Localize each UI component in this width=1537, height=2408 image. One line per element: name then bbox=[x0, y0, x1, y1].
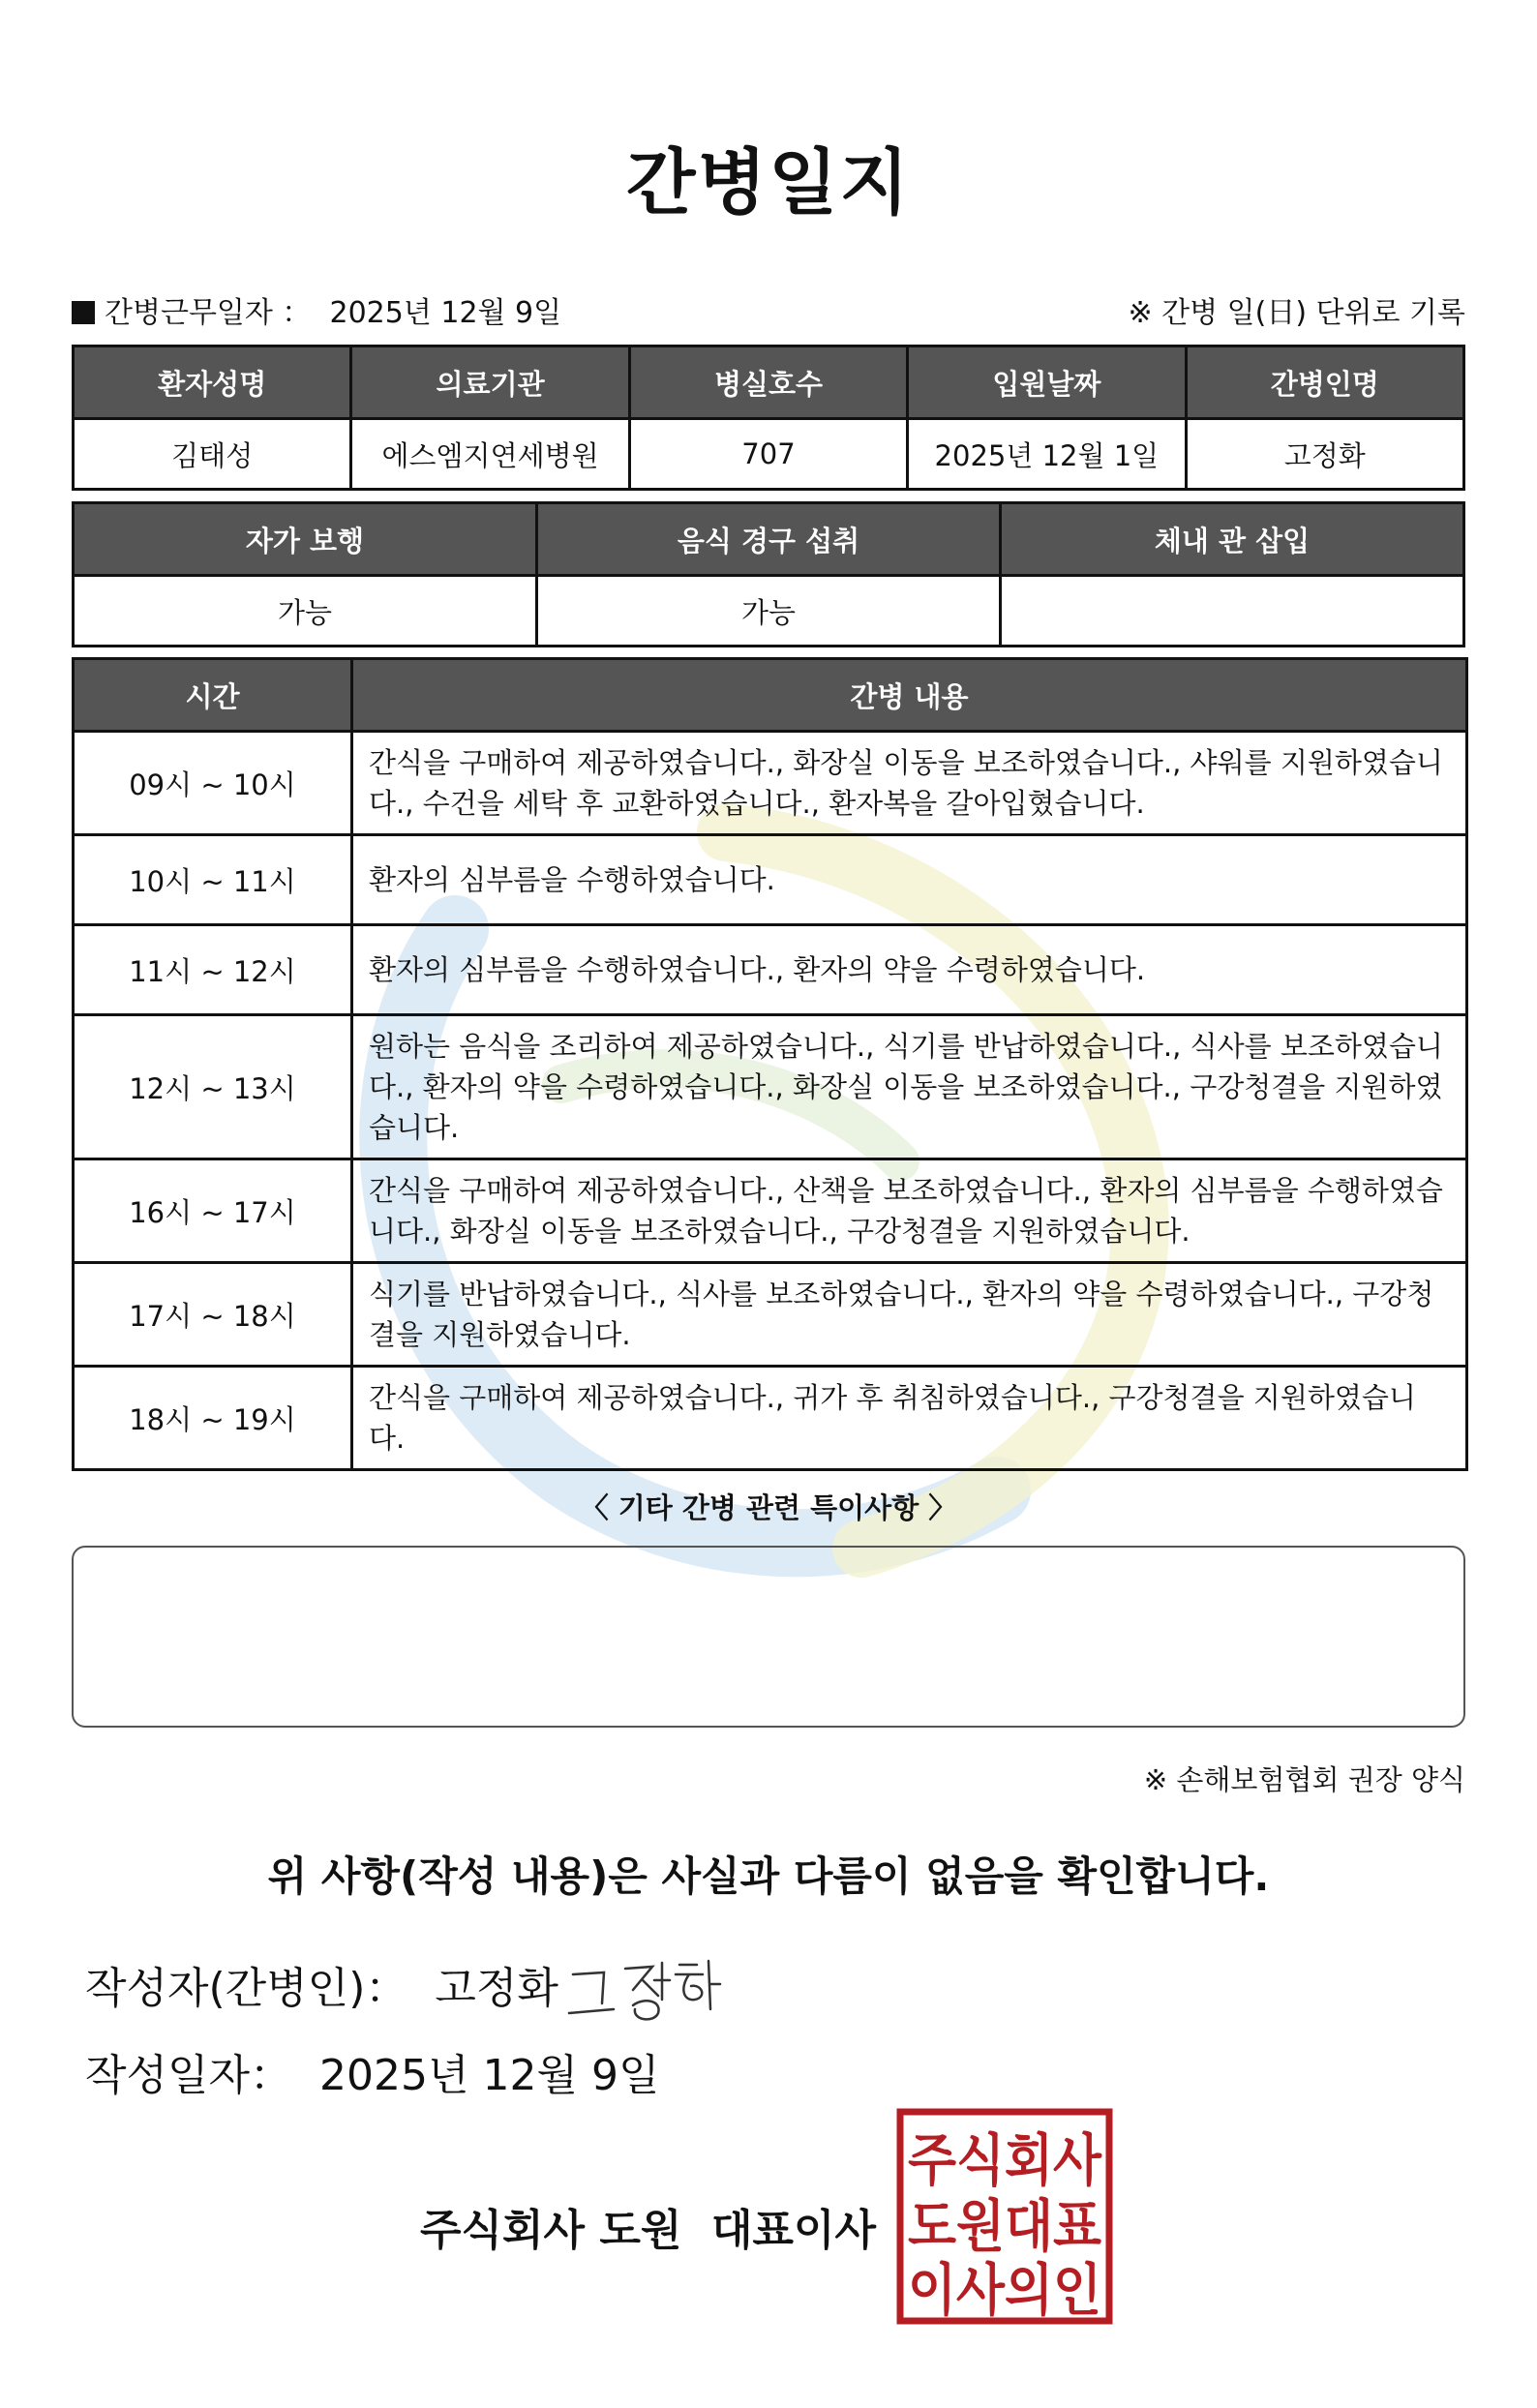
time-cell: 11시 ~ 12시 bbox=[74, 925, 352, 1015]
writer-name: 고정화 bbox=[435, 1964, 558, 2013]
written-date-line bbox=[85, 2040, 659, 2102]
tube-status bbox=[1001, 576, 1464, 647]
square-bullet-icon bbox=[72, 301, 95, 324]
patient-header: 의료기관 bbox=[351, 346, 629, 419]
record-note: ※ 간병 일(日) 단위로 기록 bbox=[1128, 296, 1465, 330]
room-number: 707 bbox=[629, 419, 907, 490]
care-log-table bbox=[72, 657, 1468, 1471]
content-cell: 원하는 음식을 조리하여 제공하였습니다., 식기를 반납하였습니다., 식사를 보조하였습니다., 환자의 약을 수령하였습니다., 화장실 이동을 보조하였습니다., 구강청결을 지원하였습니다. bbox=[352, 1015, 1467, 1159]
table-row bbox=[74, 1015, 1467, 1159]
patient-name: 김태성 bbox=[74, 419, 351, 490]
hospital-name: 에스엠지연세병원 bbox=[351, 419, 629, 490]
time-cell: 16시 ~ 17시 bbox=[74, 1159, 352, 1263]
time-cell: 17시 ~ 18시 bbox=[74, 1263, 352, 1367]
work-date-label: 간병근무일자 ： bbox=[105, 296, 312, 330]
table-row bbox=[74, 1367, 1467, 1470]
table-row bbox=[74, 835, 1467, 925]
content-cell: 간식을 구매하여 제공하였습니다., 산책을 보조하였습니다., 환자의 심부름을 수행하였습니다., 화장실 이동을 보조하였습니다., 구강청결을 지원하였습니다. bbox=[352, 1159, 1467, 1263]
time-cell: 12시 ~ 13시 bbox=[74, 1015, 352, 1159]
content-cell: 간식을 구매하여 제공하였습니다., 귀가 후 취침하였습니다., 구강청결을 지원하였습니다. bbox=[352, 1367, 1467, 1470]
svg-text:도원대표: 도원대표 bbox=[908, 2193, 1101, 2259]
handwritten-signature bbox=[565, 1945, 730, 2032]
table-row bbox=[74, 1159, 1467, 1263]
special-notes-title: 〈 기타 간병 관련 특이사항 〉 bbox=[580, 1491, 957, 1524]
patient-header: 입원날짜 bbox=[908, 346, 1186, 419]
work-date-value: 2025년 12월 9일 bbox=[329, 296, 562, 330]
oral-intake-status: 가능 bbox=[537, 576, 1001, 647]
status-header: 자가 보행 bbox=[74, 503, 537, 576]
time-header: 시간 bbox=[74, 659, 352, 732]
work-date-line bbox=[72, 288, 561, 331]
confirmation-statement: 위 사항(작성 내용)은 사실과 다름이 없음을 확인합니다. bbox=[267, 1852, 1270, 1900]
content-cell: 환자의 심부름을 수행하였습니다., 환자의 약을 수령하였습니다. bbox=[352, 925, 1467, 1015]
written-date-value: 2025년 12월 9일 bbox=[319, 2051, 660, 2100]
content-header: 간병 내용 bbox=[352, 659, 1467, 732]
patient-info-table bbox=[72, 345, 1465, 491]
table-row bbox=[74, 1263, 1467, 1367]
patient-header: 간병인명 bbox=[1186, 346, 1463, 419]
patient-header: 환자성명 bbox=[74, 346, 351, 419]
company-seal bbox=[896, 2108, 1113, 2325]
company-representative: 주식회사 도원 대표이사 bbox=[420, 2206, 876, 2255]
time-cell: 10시 ~ 11시 bbox=[74, 835, 352, 925]
caregiver-name: 고정화 bbox=[1186, 419, 1463, 490]
written-date-label: 작성일자： bbox=[85, 2051, 293, 2100]
svg-text:이사의인: 이사의인 bbox=[908, 2257, 1101, 2323]
writer-label: 작성자(간병인)： bbox=[85, 1964, 408, 2013]
status-header: 음식 경구 섭취 bbox=[537, 503, 1001, 576]
content-cell: 간식을 구매하여 제공하였습니다., 화장실 이동을 보조하였습니다., 샤워를 지원하였습니다., 수건을 세탁 후 교환하였습니다., 환자복을 갈아입혔습니다. bbox=[352, 732, 1467, 835]
patient-status-table bbox=[72, 501, 1465, 647]
status-header: 체내 관 삽입 bbox=[1001, 503, 1464, 576]
table-row bbox=[74, 732, 1467, 835]
admission-date: 2025년 12월 1일 bbox=[908, 419, 1186, 490]
time-cell: 09시 ~ 10시 bbox=[74, 732, 352, 835]
svg-text:주식회사: 주식회사 bbox=[908, 2127, 1102, 2193]
writer-line bbox=[85, 1953, 558, 2015]
content-cell: 식기를 반납하였습니다., 식사를 보조하였습니다., 환자의 약을 수령하였습니다., 구강청결을 지원하였습니다. bbox=[352, 1263, 1467, 1367]
content-cell: 환자의 심부름을 수행하였습니다. bbox=[352, 835, 1467, 925]
table-row bbox=[74, 925, 1467, 1015]
time-cell: 18시 ~ 19시 bbox=[74, 1367, 352, 1470]
document-title: 간병일지 bbox=[626, 141, 911, 225]
association-note: ※ 손해보험협회 권장 양식 bbox=[1143, 1763, 1465, 1796]
walking-status: 가능 bbox=[74, 576, 537, 647]
patient-header: 병실호수 bbox=[629, 346, 907, 419]
special-notes-box bbox=[72, 1546, 1465, 1728]
